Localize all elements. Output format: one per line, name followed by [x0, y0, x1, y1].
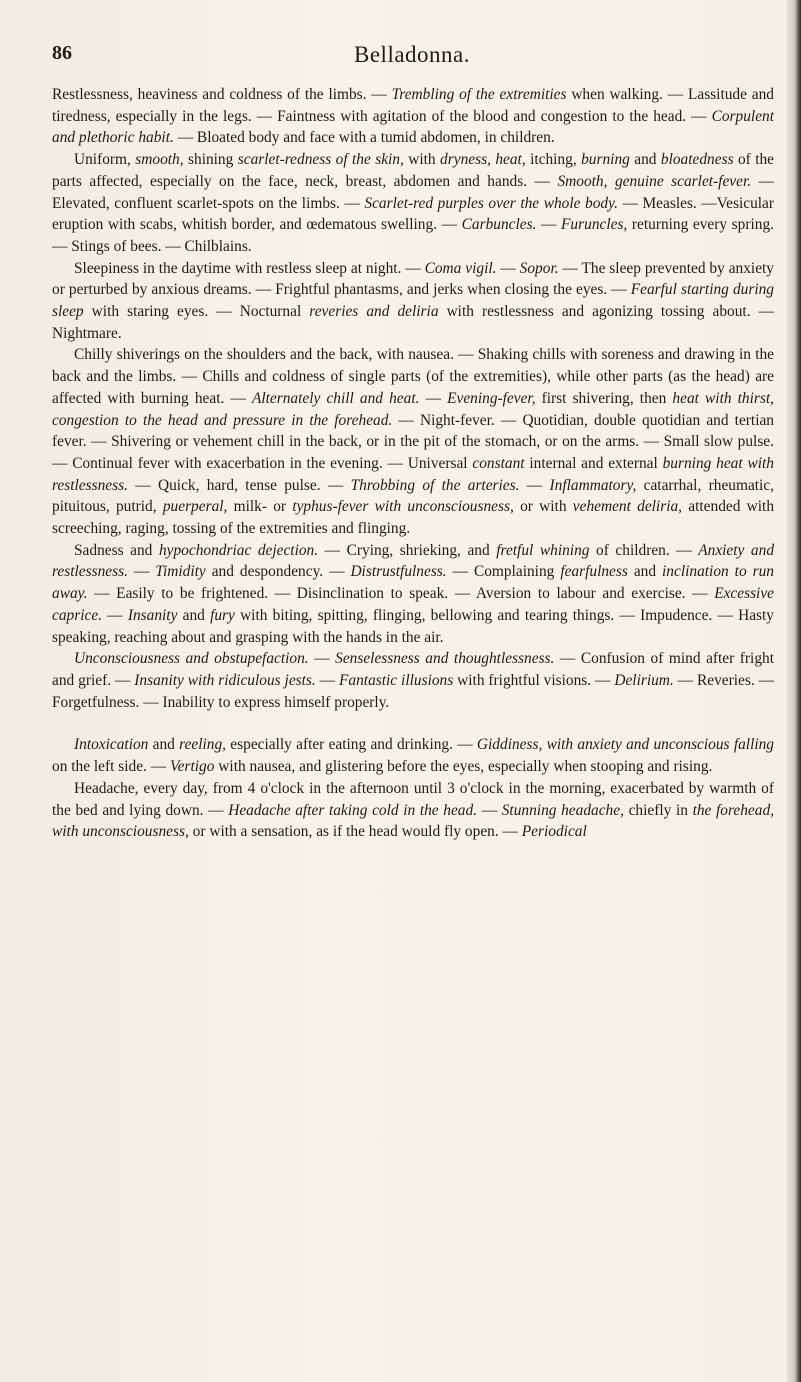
text-run: Sadness and: [74, 541, 159, 559]
italic-text: Scarlet-red purples over the whole body.: [364, 194, 618, 212]
text-run: —: [496, 259, 520, 277]
italic-text: Fantastic illusions: [339, 671, 454, 689]
italic-text: vehement deliria,: [572, 498, 683, 516]
text-run: — Reveries. — Forgetfulness. — Inability to express himself properly.: [52, 671, 774, 711]
text-run: and: [627, 563, 663, 581]
text-run: with: [403, 151, 441, 169]
paragraph: [52, 648, 774, 713]
text-run: on the left side. —: [52, 758, 170, 776]
text-run: — Night-fever. — Quotidian, double quotidian and tertian fever. — Shivering or vehement chill in the back, or in the pit of the stomach, or on the arms. — Small slow pulse. — Continual fever with exacerbation in the evening. — Universal: [52, 411, 774, 472]
italic-text: heat with thirst, congestion to the head and pressure in the forehead.: [52, 389, 775, 429]
text-run: — Measles. —Vesicular eruption with scabs, whitish border, and œdematous swelling. —: [52, 194, 775, 234]
page-number: 86: [52, 42, 72, 64]
italic-text: Excessive caprice.: [52, 585, 774, 624]
text-run: internal and external: [524, 454, 663, 472]
text-run: catarrhal, rheumatic, pituitous, putrid,: [52, 476, 774, 516]
italic-text: Carbuncles.: [461, 216, 537, 234]
text-run: — Complaining: [446, 563, 561, 581]
text-run: and despondency. —: [205, 563, 351, 581]
text-run: — Elevated, confluent scarlet-spots on the limbs. —: [52, 172, 774, 212]
text-run: attended with screeching, raging, tossing of the extremities and flinging.: [52, 498, 775, 538]
italic-text: Distrustfulness.: [350, 563, 447, 581]
text-run: with restlessness and agonizing tossing about. — Nightmare.: [52, 303, 774, 342]
text-run: first shivering, then: [535, 389, 673, 407]
paragraph: [52, 778, 774, 843]
italic-text: Insanity: [127, 606, 178, 624]
paragraph: [52, 84, 774, 149]
text-run: milk- or: [227, 498, 293, 516]
text-run: or with a sensation, as if the head would fly open. —: [188, 823, 522, 841]
italic-text: Vertigo: [169, 758, 215, 776]
running-title: Belladonna.: [354, 42, 470, 67]
text-run: — Bloated body and face with a tumid abdomen, in children.: [173, 129, 555, 147]
text-run: — Crying, shrieking, and: [318, 541, 497, 559]
italic-text: Timidity: [155, 563, 206, 581]
italic-text: smooth,: [135, 151, 184, 169]
text-run: —: [536, 216, 562, 234]
text-run: and: [177, 606, 211, 624]
text-run: —: [315, 671, 339, 689]
italic-text: constant: [472, 454, 525, 472]
italic-text: Corpulent and plethoric habit.: [52, 107, 774, 147]
italic-text: Evening-fever,: [447, 389, 536, 407]
paragraph: [52, 540, 774, 649]
italic-text: Senselessness and thoughtlessness.: [335, 650, 555, 668]
paragraph: [52, 149, 774, 258]
text-run: with nausea, and glistering before the eyes, especially when stooping and rising.: [214, 758, 713, 776]
text-run: —: [102, 606, 128, 624]
italic-text: bloatedness: [660, 151, 734, 169]
italic-text: fretful whining: [496, 541, 590, 559]
italic-text: Sopor.: [519, 259, 559, 277]
italic-text: reeling,: [179, 736, 227, 754]
italic-text: fury: [210, 606, 235, 624]
italic-text: Delirium.: [614, 671, 674, 689]
italic-text: Alternately chill and heat.: [251, 389, 420, 407]
text-run: returning every spring. — Stings of bees. — Chilblains.: [52, 216, 774, 255]
italic-text: Unconsciousness and obstupefaction.: [74, 650, 309, 668]
italic-text: Furuncles,: [561, 216, 628, 234]
page-header: [52, 42, 772, 72]
text-run: and: [629, 151, 661, 169]
text-run: —: [477, 801, 502, 819]
text-run: with biting, spitting, flinging, bellowing and tearing things. — Impudence. — Hasty speaking, reaching about and grasping with the hands in the air.: [52, 606, 775, 646]
text-run: —: [519, 476, 550, 494]
text-run: especially after eating and drinking. —: [226, 736, 477, 754]
text-run: Headache, every day, from 4 o'clock in the afternoon until 3 o'clock in the morning, exacerbated by warmth of the bed and lying down. —: [52, 779, 774, 819]
paragraph: [52, 734, 774, 777]
italic-text: Throbbing of the arteries.: [350, 476, 520, 494]
text-run: —: [419, 389, 448, 407]
text-run: Uniform,: [74, 151, 136, 169]
text-run: with staring eyes. — Nocturnal: [83, 303, 310, 321]
text-run: itching,: [525, 151, 582, 169]
italic-text: the forehead, with unconsciousness,: [52, 801, 774, 841]
text-run: — Confusion of mind after fright and grief. —: [52, 650, 774, 689]
text-run: — Quick, hard, tense pulse. —: [127, 476, 351, 494]
text-run: and: [148, 736, 180, 754]
italic-text: dryness, heat,: [440, 151, 526, 169]
italic-text: hypochondriac dejection.: [158, 541, 319, 559]
italic-text: Giddiness, with anxiety and unconscious falling: [476, 736, 775, 754]
italic-text: Smooth, genuine scarlet-fever.: [557, 172, 752, 190]
italic-text: burning heat with restlessness.: [52, 454, 774, 494]
italic-text: Anxiety and restlessness.: [52, 541, 775, 581]
text-run: of the parts affected, especially on the face, neck, breast, abdomen and hands. —: [52, 151, 775, 190]
text-run: —: [127, 563, 156, 581]
italic-text: Stunning headache,: [501, 801, 624, 819]
text-run: Sleepiness in the daytime with restless sleep at night. —: [74, 259, 425, 277]
text-run: chiefly in: [623, 801, 693, 819]
italic-text: Intoxication: [74, 736, 149, 754]
text-run: — The sleep prevented by anxiety or perturbed by anxious dreams. — Frightful phantasms, and jerks when closing the eyes. —: [52, 259, 774, 299]
italic-text: reveries and deliria: [309, 303, 439, 321]
text-run: Restlessness, heaviness and coldness of the limbs. —: [52, 86, 392, 103]
page-edge-shadow: [787, 0, 801, 1382]
italic-text: Headache after taking cold in the head.: [228, 801, 478, 819]
italic-text: burning: [581, 151, 630, 169]
italic-text: Periodical: [521, 823, 587, 841]
italic-text: scarlet-redness of the skin,: [237, 151, 404, 169]
text-run: when walking. — Lassitude and tiredness, especially in the legs. — Faintness with agitation of the blood and congestion to the head. —: [52, 86, 774, 125]
italic-text: Coma vigil.: [424, 259, 497, 277]
italic-text: puerperal,: [162, 498, 228, 516]
italic-text: fearfulness: [560, 563, 628, 581]
text-run: Chilly shiverings on the shoulders and the back, with nausea. — Shaking chills with soreness and drawing in the back and the limbs. — Chills and coldness of single parts (of the extremities), while other parts (as the head) are affected with burning heat. —: [52, 346, 774, 407]
text-run: — Easily to be frightened. — Disinclination to speak. — Aversion to labour and exercise. —: [87, 585, 715, 603]
italic-text: Inflammatory,: [549, 476, 637, 494]
text-run: or with: [513, 498, 573, 516]
text-run: —: [308, 650, 336, 668]
italic-text: Fearful starting during sleep: [52, 281, 774, 321]
paragraph: [52, 344, 774, 539]
italic-text: Insanity with ridiculous jests.: [134, 671, 316, 689]
body-text: [52, 84, 774, 843]
paragraph: [52, 258, 774, 345]
text-run: with frightful visions. —: [453, 671, 615, 689]
italic-text: Trembling of the extremities: [391, 86, 567, 103]
italic-text: inclination to run away.: [52, 563, 774, 603]
text-run: of children. —: [589, 541, 699, 559]
text-run: shining: [183, 151, 238, 169]
italic-text: typhus-fever with unconsciousness,: [292, 498, 514, 516]
